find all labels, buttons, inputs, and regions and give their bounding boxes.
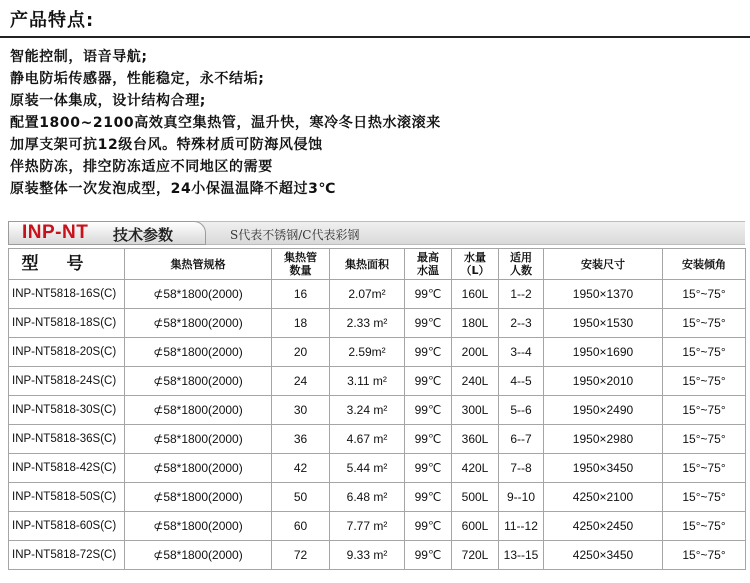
table-cell: 15°~75° [663, 425, 746, 454]
table-cell: 60 [272, 512, 330, 541]
table-cell: 99℃ [405, 512, 452, 541]
table-cell: 15°~75° [663, 541, 746, 570]
table-cell: 4250×3450 [544, 541, 663, 570]
model-cell: INP-NT5818-16S(C) [9, 280, 125, 309]
table-cell: 500L [452, 483, 499, 512]
table-cell: 24 [272, 367, 330, 396]
table-cell: 15°~75° [663, 454, 746, 483]
table-cell: 18 [272, 309, 330, 338]
table-cell: 2.59m² [330, 338, 405, 367]
table-cell: 4250×2100 [544, 483, 663, 512]
table-cell: 5--6 [499, 396, 544, 425]
model-cell: INP-NT5818-72S(C) [9, 541, 125, 570]
table-cell: ⊄58*1800(2000) [125, 280, 272, 309]
material-note: S代表不锈钢/C代表彩钢 [230, 228, 360, 242]
table-cell: 7--8 [499, 454, 544, 483]
table-row [9, 541, 746, 570]
table-cell: ⊄58*1800(2000) [125, 483, 272, 512]
table-cell: 3--4 [499, 338, 544, 367]
table-row [9, 454, 746, 483]
feature-item: 伴热防冻，排空防冻适应不同地区的需要 [10, 159, 273, 175]
table-cell: 50 [272, 483, 330, 512]
table-cell: 4.67 m² [330, 425, 405, 454]
table-cell: 200L [452, 338, 499, 367]
features-title: 产品特点: [10, 10, 95, 31]
table-row [9, 338, 746, 367]
table-cell: 240L [452, 367, 499, 396]
table-cell: 1950×2010 [544, 367, 663, 396]
feature-item: 配置1800~2100高效真空集热管，温升快，寒冷冬日热水滚滚来 [10, 115, 441, 131]
table-cell: 3.11 m² [330, 367, 405, 396]
table-row [9, 396, 746, 425]
table-cell: 1950×1530 [544, 309, 663, 338]
table-cell: 420L [452, 454, 499, 483]
table-cell: 15°~75° [663, 367, 746, 396]
feature-item: 静电防垢传感器，性能稳定，永不结垢; [10, 71, 265, 87]
table-cell: 7.77 m² [330, 512, 405, 541]
feature-item: 原装整体一次发泡成型，24小保温温降不超过3℃ [10, 181, 336, 197]
column-header: 集热管 数量 [272, 249, 330, 280]
table-cell: 2--3 [499, 309, 544, 338]
table-row [9, 309, 746, 338]
table-cell: 16 [272, 280, 330, 309]
table-cell: ⊄58*1800(2000) [125, 309, 272, 338]
column-header: 型号 [9, 249, 125, 280]
table-cell: 99℃ [405, 483, 452, 512]
title-divider [0, 36, 750, 38]
feature-item: 智能控制，语音导航; [10, 49, 148, 65]
table-row [9, 483, 746, 512]
spec-banner [8, 221, 745, 245]
table-cell: 1950×2490 [544, 396, 663, 425]
table-cell: 1950×2980 [544, 425, 663, 454]
table-cell: 15°~75° [663, 396, 746, 425]
table-cell: 180L [452, 309, 499, 338]
table-cell: 5.44 m² [330, 454, 405, 483]
table-cell: 99℃ [405, 425, 452, 454]
model-cell: INP-NT5818-36S(C) [9, 425, 125, 454]
column-header: 安装倾角 [663, 249, 746, 280]
table-cell: 9.33 m² [330, 541, 405, 570]
table-cell: 4--5 [499, 367, 544, 396]
table-row [9, 280, 746, 309]
model-cell: INP-NT5818-50S(C) [9, 483, 125, 512]
brand-name: INP-NT [22, 222, 89, 243]
table-cell: 99℃ [405, 454, 452, 483]
column-header: 最高 水温 [405, 249, 452, 280]
table-cell: ⊄58*1800(2000) [125, 396, 272, 425]
table-cell: 160L [452, 280, 499, 309]
table-cell: 15°~75° [663, 512, 746, 541]
table-cell: 99℃ [405, 280, 452, 309]
table-cell: 15°~75° [663, 280, 746, 309]
table-cell: 1950×1690 [544, 338, 663, 367]
table-cell: ⊄58*1800(2000) [125, 454, 272, 483]
table-cell: 99℃ [405, 309, 452, 338]
column-header: 集热管规格 [125, 249, 272, 280]
table-cell: 15°~75° [663, 483, 746, 512]
table-cell: 1950×1370 [544, 280, 663, 309]
table-cell: ⊄58*1800(2000) [125, 338, 272, 367]
table-cell: ⊄58*1800(2000) [125, 512, 272, 541]
table-cell: 15°~75° [663, 309, 746, 338]
table-cell: ⊄58*1800(2000) [125, 367, 272, 396]
table-body [9, 280, 746, 570]
table-cell: 9--10 [499, 483, 544, 512]
table-cell: 1--2 [499, 280, 544, 309]
table-cell: 600L [452, 512, 499, 541]
table-cell: 2.07m² [330, 280, 405, 309]
column-header: 适用 人数 [499, 249, 544, 280]
feature-item: 原装一体集成，设计结构合理; [10, 93, 206, 109]
column-header: 水量 （L） [452, 249, 499, 280]
table-cell: 20 [272, 338, 330, 367]
table-cell: 720L [452, 541, 499, 570]
table-cell: 99℃ [405, 541, 452, 570]
table-cell: 99℃ [405, 338, 452, 367]
model-cell: INP-NT5818-42S(C) [9, 454, 125, 483]
table-header-row [9, 249, 746, 280]
table-cell: 1950×3450 [544, 454, 663, 483]
features-list [10, 46, 441, 200]
column-header: 集热面积 [330, 249, 405, 280]
table-cell: 72 [272, 541, 330, 570]
table-cell: 360L [452, 425, 499, 454]
table-row [9, 425, 746, 454]
table-cell: 6.48 m² [330, 483, 405, 512]
table-cell: ⊄58*1800(2000) [125, 541, 272, 570]
table-cell: 300L [452, 396, 499, 425]
table-cell: 2.33 m² [330, 309, 405, 338]
table-cell: 99℃ [405, 396, 452, 425]
table-cell: 6--7 [499, 425, 544, 454]
table-cell: 4250×2450 [544, 512, 663, 541]
table-cell: 36 [272, 425, 330, 454]
spec-table [8, 248, 746, 570]
model-cell: INP-NT5818-24S(C) [9, 367, 125, 396]
table-cell: 42 [272, 454, 330, 483]
table-cell: 11--12 [499, 512, 544, 541]
feature-item: 加厚支架可抗12级台风。特殊材质可防海风侵蚀 [10, 137, 323, 153]
table-cell: 13--15 [499, 541, 544, 570]
model-cell: INP-NT5818-60S(C) [9, 512, 125, 541]
table-cell: 15°~75° [663, 338, 746, 367]
brand-suffix: 技术参数 [113, 226, 174, 244]
column-header: 安装尺寸 [544, 249, 663, 280]
table-row [9, 512, 746, 541]
model-cell: INP-NT5818-20S(C) [9, 338, 125, 367]
table-cell: 30 [272, 396, 330, 425]
model-cell: INP-NT5818-18S(C) [9, 309, 125, 338]
model-cell: INP-NT5818-30S(C) [9, 396, 125, 425]
table-cell: 3.24 m² [330, 396, 405, 425]
table-row [9, 367, 746, 396]
table-cell: ⊄58*1800(2000) [125, 425, 272, 454]
table-cell: 99℃ [405, 367, 452, 396]
